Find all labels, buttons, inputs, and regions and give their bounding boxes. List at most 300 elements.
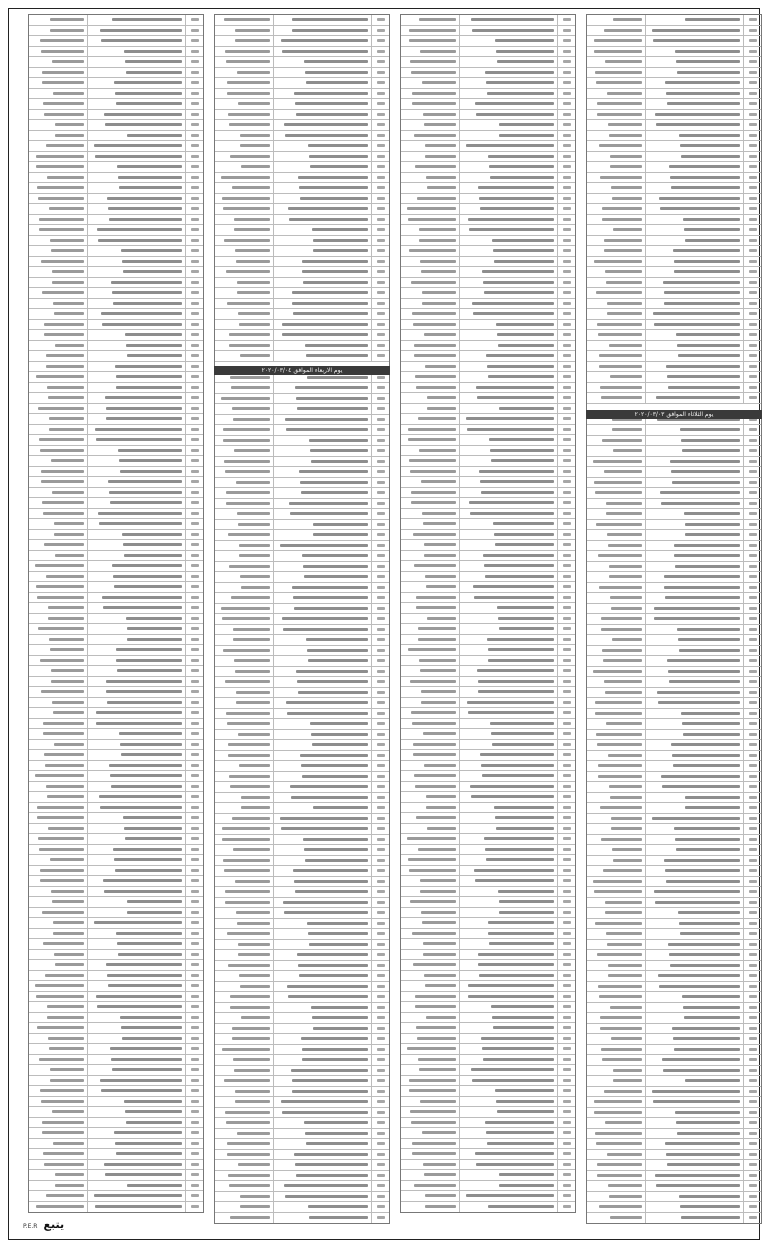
row-number: [185, 1002, 203, 1012]
row-number: [557, 824, 575, 834]
row-name: [459, 687, 557, 697]
table-row: [401, 887, 575, 898]
table-row: [215, 614, 389, 625]
table-row: [29, 803, 203, 814]
row-number: [371, 593, 389, 603]
row-number: [557, 152, 575, 162]
row-group: [215, 341, 273, 351]
row-number: [185, 57, 203, 67]
row-group: [29, 782, 87, 792]
table-row: [587, 520, 761, 531]
row-name: [87, 866, 185, 876]
row-group: [29, 1044, 87, 1054]
row-number: [185, 236, 203, 246]
row-number: [371, 1202, 389, 1212]
table-row: [587, 194, 761, 205]
row-name: [645, 1034, 743, 1044]
row-name: [273, 436, 371, 446]
row-group: [401, 498, 459, 508]
row-name: [273, 1129, 371, 1139]
row-name: [87, 1002, 185, 1012]
row-name: [87, 593, 185, 603]
table-row: [29, 47, 203, 58]
row-name: [87, 425, 185, 435]
table-row: [401, 414, 575, 425]
row-number: [371, 667, 389, 677]
table-row: [587, 246, 761, 257]
row-number: [557, 446, 575, 456]
row-number: [371, 446, 389, 456]
table-row: [401, 267, 575, 278]
table-row: [215, 950, 389, 961]
row-group: [29, 530, 87, 540]
row-group: [215, 614, 273, 624]
row-number: [557, 582, 575, 592]
table-row: [29, 551, 203, 562]
table-row: [29, 467, 203, 478]
row-number: [371, 99, 389, 109]
row-group: [215, 877, 273, 887]
row-number: [557, 435, 575, 445]
table-row: [215, 824, 389, 835]
row-group: [401, 1107, 459, 1117]
row-name: [645, 215, 743, 225]
row-group: [587, 1139, 645, 1149]
row-number: [371, 162, 389, 172]
table-row: [29, 488, 203, 499]
row-name: [459, 519, 557, 529]
table-row: [29, 435, 203, 446]
row-group: [587, 383, 645, 393]
table-row: [29, 383, 203, 394]
table-row: [401, 341, 575, 352]
row-name: [87, 120, 185, 130]
row-group: [29, 1191, 87, 1201]
row-group: [401, 57, 459, 67]
row-group: [587, 299, 645, 309]
row-name: [459, 729, 557, 739]
row-number: [557, 1160, 575, 1170]
row-name: [273, 551, 371, 561]
table-row: [215, 793, 389, 804]
row-group: [215, 982, 273, 992]
row-name: [459, 845, 557, 855]
row-name: [459, 887, 557, 897]
row-number: [371, 1055, 389, 1065]
table-row: [215, 436, 389, 447]
row-group: [401, 299, 459, 309]
row-number: [557, 404, 575, 414]
row-name: [273, 499, 371, 509]
row-name: [645, 57, 743, 67]
row-name: [273, 26, 371, 36]
row-group: [587, 845, 645, 855]
row-group: [215, 635, 273, 645]
row-group: [29, 120, 87, 130]
table-row: [215, 751, 389, 762]
row-number: [743, 467, 761, 477]
row-name: [459, 362, 557, 372]
row-name: [87, 267, 185, 277]
row-number: [371, 225, 389, 235]
table-row: [401, 687, 575, 698]
table-row: [401, 540, 575, 551]
row-group: [587, 446, 645, 456]
row-name: [273, 246, 371, 256]
row-number: [557, 708, 575, 718]
row-name: [645, 89, 743, 99]
row-group: [401, 929, 459, 939]
table-row: [587, 362, 761, 373]
table-row: [29, 561, 203, 572]
row-group: [401, 225, 459, 235]
row-group: [29, 845, 87, 855]
row-name: [645, 288, 743, 298]
row-name: [645, 1087, 743, 1097]
row-name: [87, 561, 185, 571]
table-row: [29, 582, 203, 593]
row-number: [371, 1139, 389, 1149]
table-row: [401, 204, 575, 215]
table-row: [29, 1086, 203, 1097]
row-number: [371, 499, 389, 509]
row-group: [29, 1086, 87, 1096]
row-group: [401, 236, 459, 246]
table-row: [587, 267, 761, 278]
document-page: [8, 8, 760, 1240]
row-number: [371, 1097, 389, 1107]
date-divider: يوم الاربعاء الموافق ٢٠٢٠/٠٣/٠٤: [214, 366, 390, 375]
row-name: [273, 257, 371, 267]
row-name: [273, 1213, 371, 1224]
table-row: [215, 572, 389, 583]
row-group: [401, 1191, 459, 1201]
table-row: [401, 1065, 575, 1076]
row-group: [215, 740, 273, 750]
row-name: [459, 1034, 557, 1044]
row-number: [371, 1160, 389, 1170]
row-number: [185, 68, 203, 78]
table-row: [587, 215, 761, 226]
row-group: [215, 436, 273, 446]
row-name: [87, 89, 185, 99]
row-group: [401, 1097, 459, 1107]
table-row: [215, 288, 389, 299]
row-number: [557, 120, 575, 130]
row-group: [587, 772, 645, 782]
table-row: [215, 1213, 389, 1224]
row-number: [185, 467, 203, 477]
row-number: [557, 1181, 575, 1191]
row-group: [29, 509, 87, 519]
row-number: [743, 541, 761, 551]
row-group: [29, 1034, 87, 1044]
row-number: [743, 1066, 761, 1076]
row-name: [273, 919, 371, 929]
row-name: [645, 1045, 743, 1055]
table-row: [401, 1076, 575, 1087]
row-name: [273, 898, 371, 908]
table-row: [587, 467, 761, 478]
row-name: [459, 1013, 557, 1023]
row-group: [29, 645, 87, 655]
row-name: [459, 572, 557, 582]
row-number: [371, 267, 389, 277]
row-name: [273, 68, 371, 78]
table-row: [215, 141, 389, 152]
row-number: [557, 204, 575, 214]
table-row: [587, 36, 761, 47]
row-name: [273, 604, 371, 614]
row-number: [557, 362, 575, 372]
table-row: [29, 173, 203, 184]
row-group: [29, 372, 87, 382]
table-row: [587, 393, 761, 404]
row-name: [273, 971, 371, 981]
row-number: [743, 131, 761, 141]
row-group: [215, 1192, 273, 1202]
row-number: [743, 772, 761, 782]
row-group: [587, 1045, 645, 1055]
row-name: [459, 719, 557, 729]
row-number: [185, 26, 203, 36]
row-name: [645, 1097, 743, 1107]
row-name: [459, 950, 557, 960]
row-number: [557, 341, 575, 351]
row-group: [215, 131, 273, 141]
row-group: [29, 729, 87, 739]
row-number: [557, 876, 575, 886]
row-number: [371, 1171, 389, 1181]
row-number: [185, 47, 203, 57]
row-name: [87, 719, 185, 729]
row-group: [401, 393, 459, 403]
row-number: [371, 288, 389, 298]
row-number: [557, 519, 575, 529]
table-row: [587, 541, 761, 552]
table-row: [587, 950, 761, 961]
row-group: [401, 456, 459, 466]
row-name: [273, 131, 371, 141]
row-number: [743, 267, 761, 277]
row-number: [743, 845, 761, 855]
row-number: [557, 372, 575, 382]
row-name: [645, 99, 743, 109]
row-name: [87, 257, 185, 267]
table-row: [215, 1150, 389, 1161]
row-name: [459, 141, 557, 151]
table-row: [29, 771, 203, 782]
table-row: [29, 1097, 203, 1108]
row-group: [29, 761, 87, 771]
table-row: [29, 99, 203, 110]
row-group: [215, 173, 273, 183]
table-row: [587, 751, 761, 762]
row-number: [743, 761, 761, 771]
row-name: [645, 971, 743, 981]
row-number: [185, 1202, 203, 1213]
row-number: [371, 509, 389, 519]
row-name: [645, 1055, 743, 1065]
table-row: [401, 236, 575, 247]
row-name: [645, 267, 743, 277]
table-row: [587, 1055, 761, 1066]
row-number: [371, 961, 389, 971]
table-row: [215, 761, 389, 772]
row-group: [29, 771, 87, 781]
row-name: [273, 152, 371, 162]
table-row: [401, 1191, 575, 1202]
table-row: [215, 1160, 389, 1171]
row-name: [645, 583, 743, 593]
row-number: [371, 866, 389, 876]
table-row: [215, 835, 389, 846]
table-row: [401, 131, 575, 142]
row-name: [273, 520, 371, 530]
row-name: [87, 26, 185, 36]
row-number: [743, 57, 761, 67]
row-number: [743, 583, 761, 593]
table-row: [587, 1139, 761, 1150]
table-row: [587, 583, 761, 594]
table-row: [587, 656, 761, 667]
page-footer: [23, 1218, 64, 1231]
row-name: [459, 246, 557, 256]
row-group: [587, 940, 645, 950]
table-row: [401, 362, 575, 373]
row-name: [273, 1202, 371, 1212]
row-group: [29, 1013, 87, 1023]
row-group: [215, 551, 273, 561]
table-row: [29, 1002, 203, 1013]
row-group: [29, 225, 87, 235]
row-number: [185, 813, 203, 823]
row-name: [273, 562, 371, 572]
row-name: [273, 625, 371, 635]
row-name: [645, 625, 743, 635]
row-number: [371, 1034, 389, 1044]
row-number: [371, 467, 389, 477]
row-number: [743, 866, 761, 876]
row-group: [29, 698, 87, 708]
row-name: [645, 688, 743, 698]
row-name: [273, 1045, 371, 1055]
table-row: [215, 478, 389, 489]
row-group: [29, 236, 87, 246]
row-group: [29, 519, 87, 529]
row-name: [645, 194, 743, 204]
table-row: [587, 929, 761, 940]
row-group: [401, 845, 459, 855]
row-name: [273, 1013, 371, 1023]
row-number: [371, 194, 389, 204]
table-row: [401, 1034, 575, 1045]
row-number: [743, 1076, 761, 1086]
row-number: [185, 89, 203, 99]
row-name: [645, 677, 743, 687]
row-number: [185, 1170, 203, 1180]
table-row: [29, 425, 203, 436]
row-name: [273, 478, 371, 488]
table-row: [215, 1097, 389, 1108]
row-number: [557, 1170, 575, 1180]
row-name: [87, 152, 185, 162]
table-row: [215, 740, 389, 751]
row-group: [215, 530, 273, 540]
row-name: [459, 330, 557, 340]
row-number: [557, 971, 575, 981]
row-name: [87, 666, 185, 676]
row-name: [273, 908, 371, 918]
table-row: [215, 1055, 389, 1066]
row-group: [29, 477, 87, 487]
table-row: [401, 99, 575, 110]
row-group: [587, 1213, 645, 1224]
row-group: [215, 26, 273, 36]
table-row: [587, 351, 761, 362]
row-number: [743, 488, 761, 498]
table-row: [401, 614, 575, 625]
row-name: [459, 551, 557, 561]
row-number: [185, 299, 203, 309]
row-name: [459, 36, 557, 46]
row-group: [29, 99, 87, 109]
row-name: [459, 1181, 557, 1191]
table-row: [587, 1108, 761, 1119]
row-group: [215, 47, 273, 57]
row-group: [401, 761, 459, 771]
table-row: [29, 78, 203, 89]
row-number: [185, 1065, 203, 1075]
row-number: [371, 120, 389, 130]
row-group: [401, 320, 459, 330]
row-number: [557, 36, 575, 46]
row-number: [743, 1150, 761, 1160]
row-number: [557, 320, 575, 330]
row-number: [371, 89, 389, 99]
table-row: [215, 1108, 389, 1119]
row-group: [401, 383, 459, 393]
row-name: [87, 950, 185, 960]
row-number: [743, 887, 761, 897]
row-name: [87, 78, 185, 88]
row-group: [401, 698, 459, 708]
table-row: [29, 635, 203, 646]
row-group: [401, 173, 459, 183]
row-number: [557, 99, 575, 109]
table-row: [215, 562, 389, 573]
table-row: [215, 898, 389, 909]
row-number: [557, 1097, 575, 1107]
row-group: [401, 834, 459, 844]
row-name: [645, 467, 743, 477]
row-name: [87, 519, 185, 529]
table-row: [401, 782, 575, 793]
row-group: [29, 908, 87, 918]
row-name: [273, 383, 371, 393]
table-row: [29, 36, 203, 47]
page-code: P.E.R: [23, 1223, 38, 1230]
table-row: [401, 194, 575, 205]
row-number: [371, 614, 389, 624]
table-row: [29, 1181, 203, 1192]
row-number: [743, 320, 761, 330]
row-name: [459, 1086, 557, 1096]
row-number: [371, 320, 389, 330]
table-row: [401, 519, 575, 530]
table-row: [215, 215, 389, 226]
row-number: [185, 803, 203, 813]
